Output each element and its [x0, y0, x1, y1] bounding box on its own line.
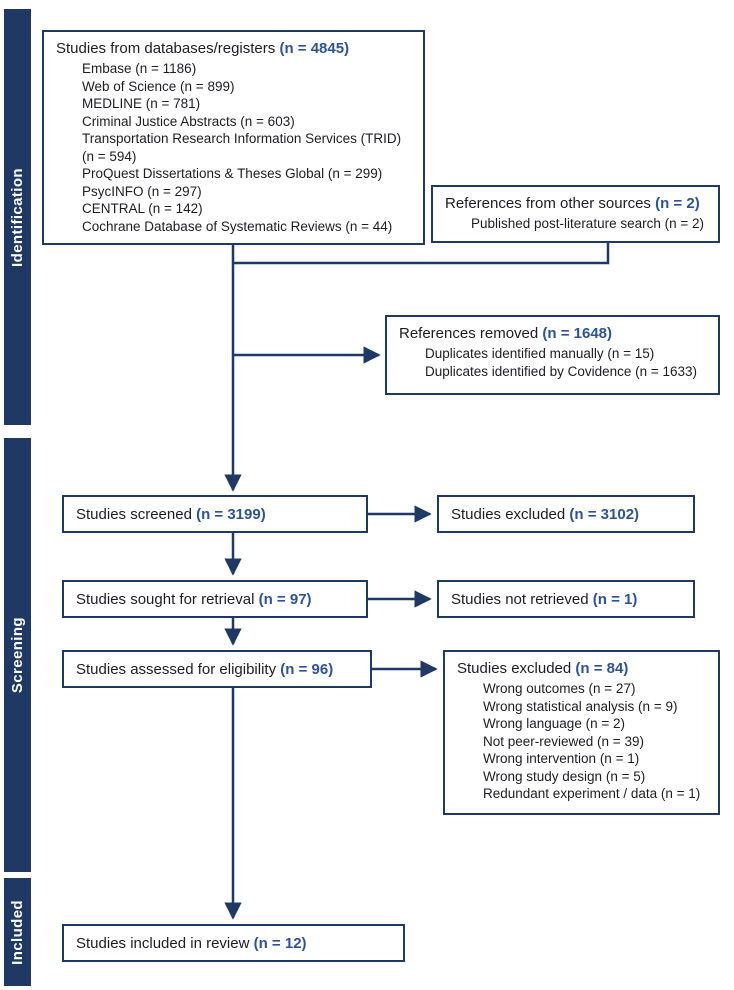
list-item: Cochrane Database of Systematic Reviews (n = 44)	[82, 218, 393, 234]
box-included	[62, 924, 405, 962]
list-item: Wrong study design (n = 5)	[483, 768, 646, 784]
list-item: Duplicates identified by Covidence (n = 1633)	[425, 363, 698, 379]
list-item: Embase (n = 1186)	[82, 61, 197, 76]
references-removed-list	[399, 345, 706, 380]
list-item: CENTRAL (n = 142)	[82, 201, 203, 216]
count-references-removed: (n = 1648)	[542, 325, 613, 342]
box-excluded-eligibility-title: Studies excluded (n = 84)	[457, 660, 629, 677]
box-not-retrieved	[437, 580, 695, 618]
count-not-retrieved: (n = 1)	[592, 590, 638, 608]
list-item: ProQuest Dissertations & Theses Global (n = 299)	[82, 166, 383, 181]
count-excluded-screening: (n = 3102)	[569, 505, 640, 523]
count-screened: (n = 3199)	[196, 505, 266, 523]
list-item: Not peer-reviewed (n = 39)	[483, 733, 644, 749]
count-excluded-eligibility: (n = 84)	[575, 660, 629, 677]
box-excluded-eligibility	[443, 650, 720, 815]
connector-other-sources	[233, 243, 608, 263]
box-retrieval	[62, 580, 368, 618]
list-item: MEDLINE (n = 781)	[82, 96, 201, 111]
list-item: PsycINFO (n = 297)	[82, 183, 202, 199]
count-databases: (n = 4845)	[279, 40, 350, 57]
box-databases-title: Studies from databases/registers (n = 4845)	[56, 40, 350, 57]
list-item: Redundant experiment / data (n = 1)	[483, 786, 701, 801]
box-excluded-screening	[437, 495, 695, 533]
excluded-eligibility-list	[457, 680, 706, 803]
list-item: Wrong statistical analysis (n = 9)	[483, 698, 678, 714]
box-databases	[42, 30, 425, 245]
list-item: Criminal Justice Abstracts (n = 603)	[82, 113, 295, 129]
phase-label-included: Included	[9, 899, 26, 965]
count-included: (n = 12)	[253, 934, 307, 952]
list-item: Published post-literature search (n = 2)	[471, 216, 704, 231]
box-references-removed-title: References removed (n = 1648)	[399, 325, 613, 342]
box-not-retrieved-title: Studies not retrieved (n = 1)	[451, 590, 638, 608]
box-other-sources-title: References from other sources (n = 2)	[445, 195, 700, 212]
box-screened-title: Studies screened (n = 3199)	[76, 505, 266, 523]
box-excluded-screening-title: Studies excluded (n = 3102)	[451, 505, 640, 523]
count-assessed: (n = 96)	[280, 660, 334, 678]
phase-band-included	[4, 878, 31, 986]
box-included-title: Studies included in review (n = 12)	[76, 934, 307, 952]
databases-list	[56, 60, 411, 235]
list-item: Transportation Research Information Services (TRID) (n = 594)	[82, 131, 402, 164]
list-item: Duplicates identified manually (n = 15)	[425, 346, 655, 361]
box-references-removed	[385, 315, 720, 395]
phase-label-identification: Identification	[9, 167, 26, 267]
phase-label-screening: Screening	[9, 616, 26, 694]
box-assessed-title: Studies assessed for eligibility (n = 96)	[76, 660, 334, 678]
phase-band-identification	[4, 9, 31, 425]
box-retrieval-title: Studies sought for retrieval (n = 97)	[76, 590, 312, 608]
list-item: Wrong outcomes (n = 27)	[483, 681, 636, 696]
box-screened	[62, 495, 368, 533]
count-retrieval: (n = 97)	[258, 590, 312, 608]
other-sources-list	[445, 215, 706, 233]
box-assessed	[62, 650, 372, 688]
box-other-sources	[431, 185, 720, 243]
list-item: Wrong language (n = 2)	[483, 716, 625, 731]
list-item: Web of Science (n = 899)	[82, 78, 235, 94]
list-item: Wrong intervention (n = 1)	[483, 751, 640, 766]
phase-band-screening	[4, 438, 31, 872]
count-other-sources: (n = 2)	[655, 195, 700, 212]
